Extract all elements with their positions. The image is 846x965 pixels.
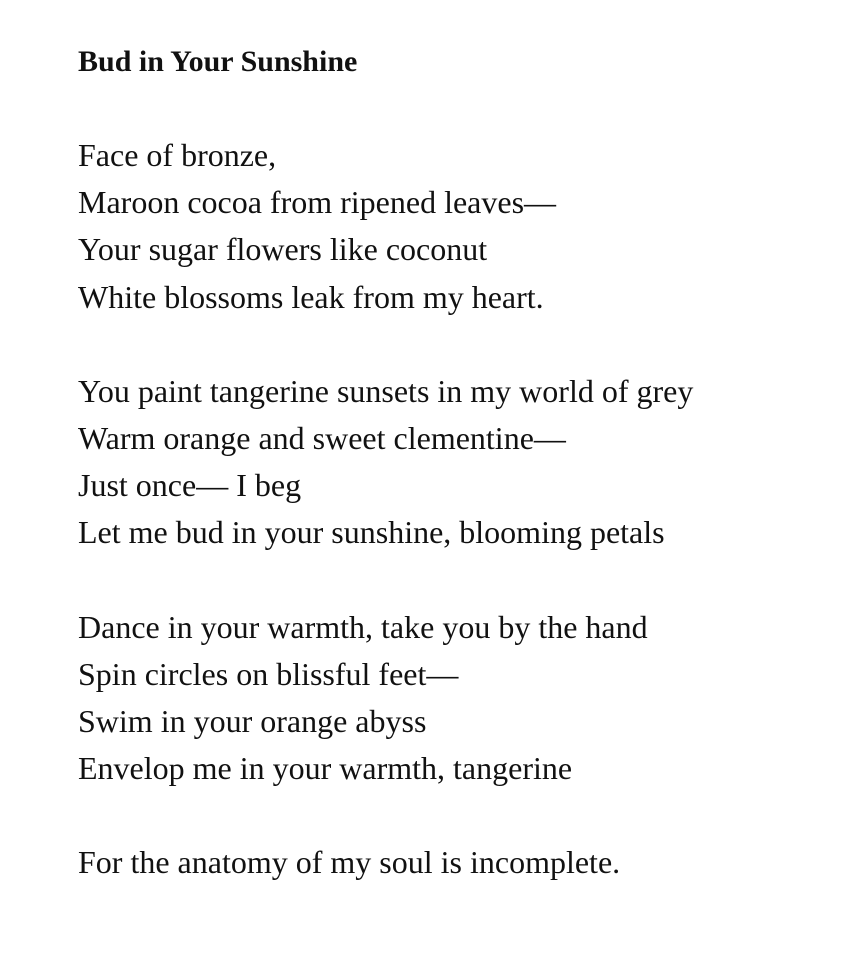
poem-line: Maroon cocoa from ripened leaves— xyxy=(78,184,557,221)
stanza-2 xyxy=(78,368,828,557)
poem-line: Face of bronze, xyxy=(78,137,277,173)
poem-line: Spin circles on blissful feet— xyxy=(78,655,459,692)
poem-line: Just once— I beg xyxy=(78,467,302,504)
poem-title: Bud in Your Sunshine xyxy=(78,45,358,78)
poem-line: White blossoms leak from my heart. xyxy=(78,278,544,315)
poem-document xyxy=(78,40,828,887)
poem-line: Let me bud in your sunshine, blooming petals xyxy=(78,514,665,551)
poem-line: Warm orange and sweet clementine— xyxy=(78,420,566,457)
stanza-1 xyxy=(78,132,828,321)
poem-line: Envelop me in your warmth, tangerine xyxy=(78,750,573,787)
stanza-4 xyxy=(78,839,828,886)
poem-line: You paint tangerine sunsets in my world of grey xyxy=(78,372,694,409)
poem-line: Your sugar flowers like coconut xyxy=(78,231,488,268)
poem-line: For the anatomy of my soul is incomplete. xyxy=(78,844,621,881)
poem-line: Swim in your orange abyss xyxy=(78,703,427,740)
stanza-3 xyxy=(78,604,828,793)
poem-line: Dance in your warmth, take you by the hand xyxy=(78,608,648,645)
